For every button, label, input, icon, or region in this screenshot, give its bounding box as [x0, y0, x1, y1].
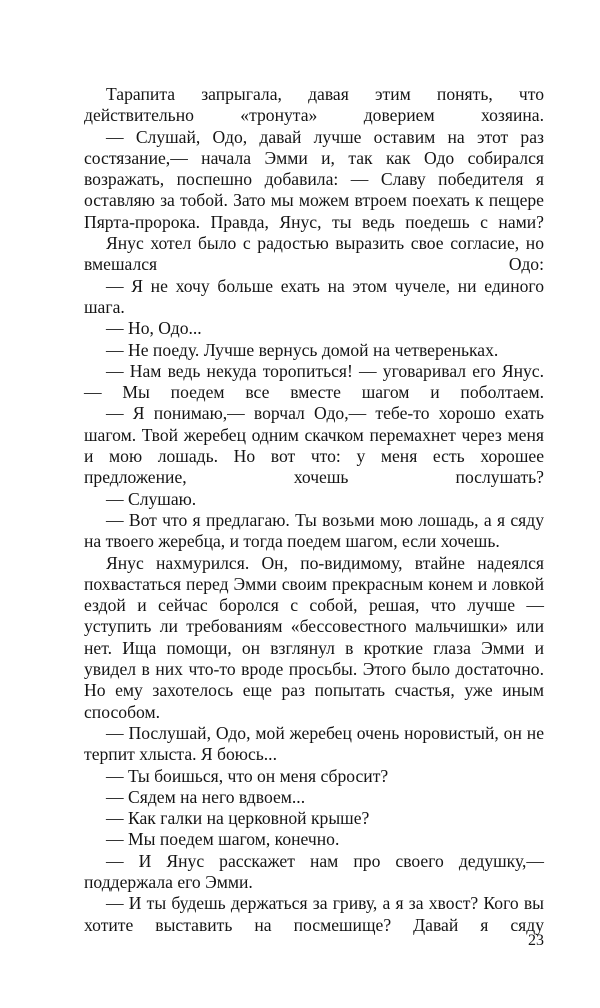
paragraph-16: — Мы поедем шагом, конечно. [106, 829, 340, 850]
paragraph-12: — Послушай, Одо, мой жеребец очень норовистый, он не терпит хлыста. Я боюсь... [84, 722, 544, 765]
paragraph-13: — Ты боишься, что он меня сбросит? [106, 765, 389, 786]
paragraph-6: — Не поеду. Лучше вернусь домой на четвереньках. [106, 339, 499, 360]
paragraph-2: — Слушай, Одо, давай лучше оставим на этот раз состязание,— начала Эмми и, так как Одо собирался возражать, поспешно добавила: — Славу победителя я оставляю за тобой. Зато мы можем втроем поехать к пещере Пярта-пророка. Правда, Янус, ты ведь поедешь с нами? [84, 126, 544, 232]
paragraph-9: — Слушаю. [106, 488, 197, 509]
paragraph-8: — Я понимаю,— ворчал Одо,— тебе-то хорошо ехать шагом. Твой жеребец одним скачком перемахнет через меня и мою лошадь. Но вот что: у меня есть хорошее предложение, хочешь послушать? [84, 403, 544, 488]
paragraph-11: Янус нахмурился. Он, по-видимому, втайне надеялся похвастаться перед Эмми своим прекрасным конем и ловкой ездой и сейчас боролся с собой, решая, что лучше — уступить ли требованиям «бессовестного мальчишки» или нет. Ища помощи, он взглянул в кроткие глаза Эмми и увидел в них что-то вроде просьбы. Этого было достаточно. Но ему захотелось еще раз попытать счастья, уже иным способом. [84, 552, 544, 722]
paragraph-1: Тарапита запрыгала, давая этим понять, что действительно «тронута» доверием хозяина. [84, 84, 544, 126]
page-text [84, 84, 544, 936]
paragraph-5: — Но, Одо... [106, 318, 202, 339]
paragraph-10: — Вот что я предлагаю. Ты возьми мою лошадь, а я сяду на твоего жеребца, и тогда поедем шагом, если хочешь. [84, 509, 544, 552]
paragraph-18: — И ты будешь держаться за гриву, а я за хвост? Кого вы хотите выставить на посмешище? Давай я сяду [84, 893, 544, 935]
paragraph-14: — Сядем на него вдвоем... [106, 786, 306, 807]
paragraph-7: — Нам ведь некуда торопиться! — уговаривал его Янус.— Мы поедем все вместе шагом и поболтаем. [84, 360, 544, 403]
paragraph-3: Янус хотел было с радостью выразить свое согласие, но вмешался Одо: [84, 233, 544, 275]
page-number: 23 [528, 932, 544, 949]
paragraph-15: — Как галки на церковной крыше? [106, 808, 370, 829]
paragraph-4: — Я не хочу больше ехать на этом чучеле, ни единого шага. [84, 275, 544, 317]
paragraph-17: — И Янус расскажет нам про своего дедушку,— поддержала его Эмми. [84, 850, 544, 892]
